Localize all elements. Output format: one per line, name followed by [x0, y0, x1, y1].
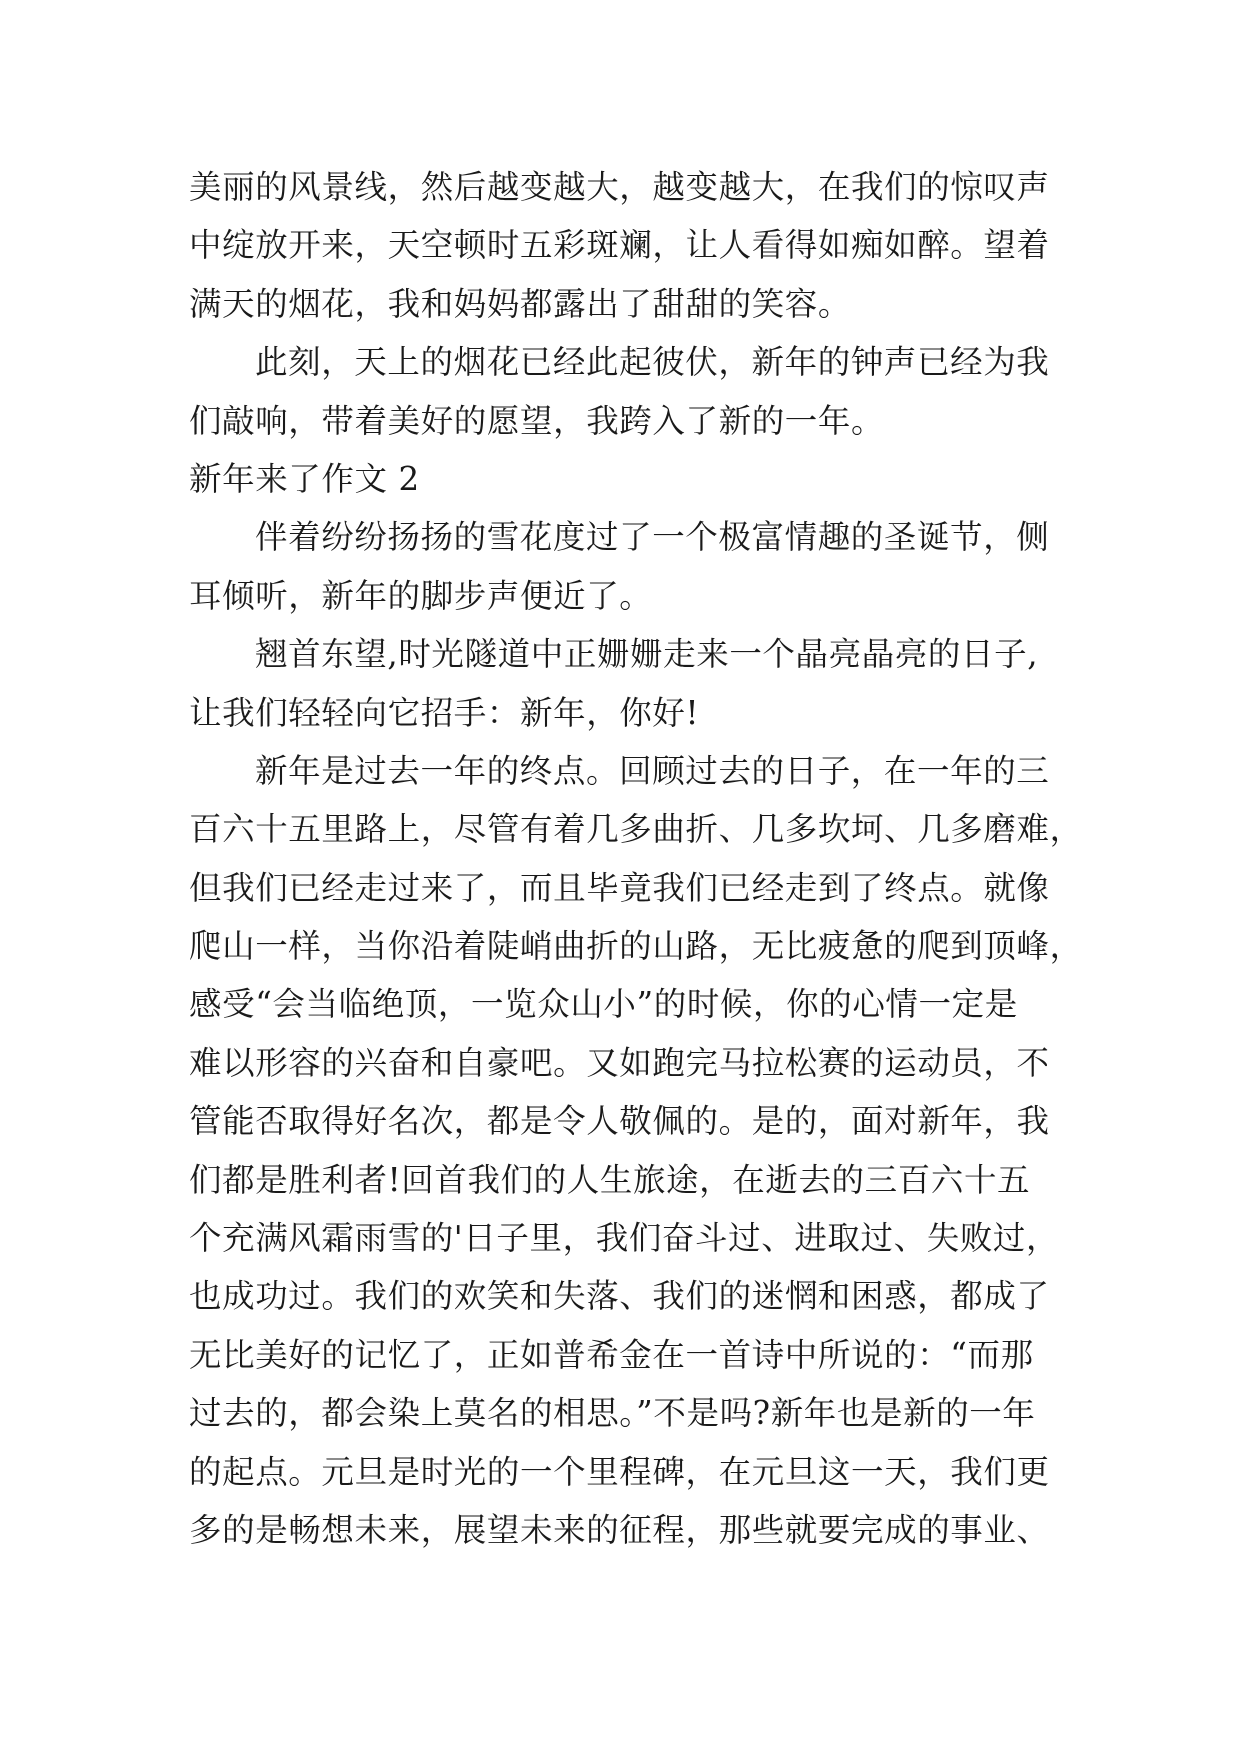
paragraph — [189, 742, 1083, 1559]
text-line: 们都是胜利者!回首我们的人生旅途，在逝去的三百六十五 — [189, 1160, 1031, 1199]
text-line: 新年来了作文 2 — [189, 459, 420, 498]
document-body — [189, 158, 1083, 1559]
text-line: 但我们已经走过来了，而且毕竟我们已经走到了终点。就像 — [189, 868, 1050, 907]
text-line: 个充满风霜雨雪的'日子里，我们奋斗过、进取过、失败过， — [189, 1219, 1060, 1258]
text-line: 过去的，都会染上莫名的相思。”不是吗?新年也是新的一年 — [189, 1394, 1036, 1433]
text-line: 翘首东望,时光隧道中正姗姗走来一个晶亮晶亮的日子, — [255, 635, 1039, 674]
paragraph — [189, 158, 1069, 333]
text-line: 满天的烟花，我和妈妈都露出了甜甜的笑容。 — [189, 284, 852, 323]
paragraph — [189, 625, 1069, 742]
paragraph — [189, 508, 1069, 625]
text-line: 也成功过。我们的欢笑和失落、我们的迷惘和困惑，都成了 — [189, 1277, 1050, 1316]
paragraph — [189, 333, 1069, 450]
text-line: 中绽放开来，天空顿时五彩斑斓，让人看得如痴如醉。望着 — [189, 226, 1050, 265]
text-line: 伴着纷纷扬扬的雪花度过了一个极富情趣的圣诞节，侧 — [255, 518, 1050, 557]
text-line: 百六十五里路上，尽管有着几多曲折、几多坎坷、几多磨难， — [189, 810, 1083, 849]
text-line: 让我们轻轻向它招手：新年，你好! — [189, 693, 700, 732]
text-line: 感受“会当临绝顶，一览众山小”的时候，你的心情一定是 — [189, 985, 1018, 1024]
text-line: 新年是过去一年的终点。回顾过去的日子，在一年的三 — [255, 751, 1050, 790]
text-line: 管能否取得好名次，都是令人敬佩的。是的，面对新年，我 — [189, 1102, 1050, 1141]
text-line: 无比美好的记忆了，正如普希金在一首诗中所说的：“而那 — [189, 1335, 1034, 1374]
text-line: 耳倾听，新年的脚步声便近了。 — [189, 576, 653, 615]
section-heading — [189, 450, 1069, 508]
text-line: 此刻，天上的烟花已经此起彼伏，新年的钟声已经为我 — [255, 343, 1050, 382]
text-line: 美丽的风景线，然后越变越大，越变越大，在我们的惊叹声 — [189, 168, 1050, 206]
text-line: 爬山一样，当你沿着陡峭曲折的山路，无比疲惫的爬到顶峰， — [189, 927, 1083, 966]
text-line: 多的是畅想未来，展望未来的征程，那些就要完成的事业、 — [189, 1510, 1050, 1549]
text-line: 们敲响，带着美好的愿望，我跨入了新的一年。 — [189, 401, 885, 440]
text-line: 难以形容的兴奋和自豪吧。又如跑完马拉松赛的运动员，不 — [189, 1043, 1050, 1082]
text-line: 的起点。元旦是时光的一个里程碑，在元旦这一天，我们更 — [189, 1452, 1050, 1491]
